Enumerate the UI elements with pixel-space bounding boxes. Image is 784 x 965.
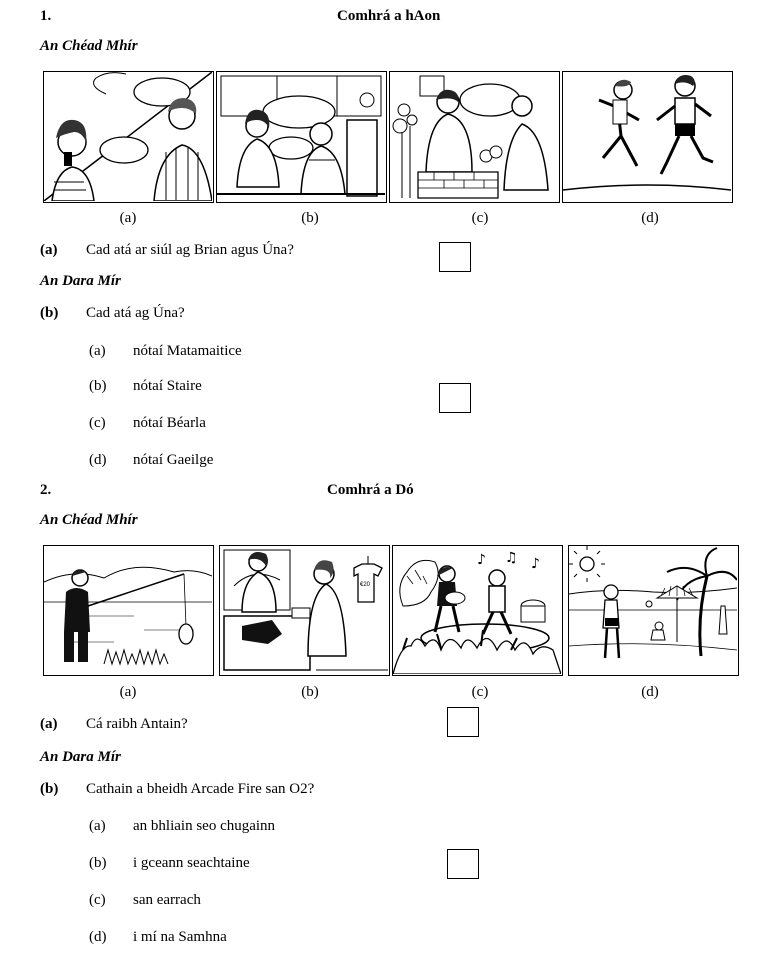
- phone-call-illustration: [44, 72, 212, 201]
- q1-caption-b: (b): [301, 210, 319, 226]
- q2-part1-heading: An Chéad Mhír: [40, 512, 138, 528]
- q1-option-b-label: (b): [89, 378, 107, 394]
- q2-option-b-text: i gceann seachtaine: [133, 855, 250, 871]
- q2-option-d-label: (d): [89, 929, 107, 945]
- q2-picture-d: [568, 545, 739, 676]
- q2-option-a-text: an bhliain seo chugainn: [133, 818, 276, 834]
- q2-title: Comhrá a Dó: [327, 482, 414, 498]
- q2-caption-b: (b): [301, 684, 319, 700]
- q2-option-c-label: (c): [89, 892, 106, 908]
- q2-picture-b: [219, 545, 390, 676]
- q1-picture-c: [389, 71, 560, 203]
- q2-number: 2.: [40, 482, 52, 498]
- q2-option-a-label: (a): [89, 818, 106, 834]
- q2-caption-a: (a): [119, 684, 137, 700]
- q2b-label: (b): [40, 781, 59, 797]
- shop-illustration: [220, 546, 388, 674]
- q1-option-a-text: nótaí Matamaitice: [133, 343, 242, 359]
- q1-picture-a: [43, 71, 214, 203]
- q1b-answer-box[interactable]: [439, 383, 471, 413]
- q2b-question: Cathain a bheidh Arcade Fire san O2?: [86, 781, 315, 797]
- q2-caption-d: (d): [641, 684, 659, 700]
- concert-illustration: [393, 546, 561, 674]
- q1a-answer-box[interactable]: [439, 242, 471, 272]
- q1-caption-c: (c): [471, 210, 489, 226]
- q1-part2-heading: An Dara Mír: [40, 273, 121, 289]
- q2a-answer-box[interactable]: [447, 707, 479, 737]
- beach-illustration: [569, 546, 737, 674]
- q1-option-c-text: nótaí Béarla: [133, 415, 206, 431]
- q2-option-c-text: san earrach: [133, 892, 201, 908]
- q1-picture-d: [562, 71, 733, 203]
- svg-text:♪: ♪: [531, 556, 540, 572]
- q1-option-d-label: (d): [89, 452, 107, 468]
- q1-option-d-text: nótaí Gaeilge: [133, 452, 214, 468]
- q1a-question: Cad atá ar siúl ag Brian agus Úna?: [86, 242, 294, 258]
- shirt-price-tag: €20: [360, 582, 371, 588]
- svg-text:♫: ♫: [505, 550, 518, 566]
- q1-part1-heading: An Chéad Mhír: [40, 38, 138, 54]
- jogging-illustration: [563, 72, 731, 201]
- q2b-answer-box[interactable]: [447, 849, 479, 879]
- q1-option-a-label: (a): [89, 343, 106, 359]
- q1-number: 1.: [40, 8, 52, 24]
- q1b-label: (b): [40, 305, 59, 321]
- q2a-question: Cá raibh Antain?: [86, 716, 188, 732]
- q2-picture-a: [43, 545, 214, 676]
- q2-option-b-label: (b): [89, 855, 107, 871]
- q2-option-d-text: i mí na Samhna: [133, 929, 227, 945]
- q1a-label: (a): [40, 242, 58, 258]
- svg-text:♪: ♪: [477, 552, 486, 568]
- q2-part2-heading: An Dara Mír: [40, 749, 121, 765]
- q1b-question: Cad atá ag Úna?: [86, 305, 185, 321]
- q1-title: Comhrá a hAon: [337, 8, 441, 24]
- garden-illustration: [390, 72, 558, 201]
- q1-option-c-label: (c): [89, 415, 106, 431]
- bus-seat-illustration: [217, 72, 385, 201]
- q1-option-b-text: nótaí Staire: [133, 378, 202, 394]
- fishing-illustration: [44, 546, 212, 674]
- q2-picture-c: [392, 545, 563, 676]
- q1-picture-b: [216, 71, 387, 203]
- q1-caption-a: (a): [119, 210, 137, 226]
- q2-caption-c: (c): [471, 684, 489, 700]
- q2a-label: (a): [40, 716, 58, 732]
- q1-caption-d: (d): [641, 210, 659, 226]
